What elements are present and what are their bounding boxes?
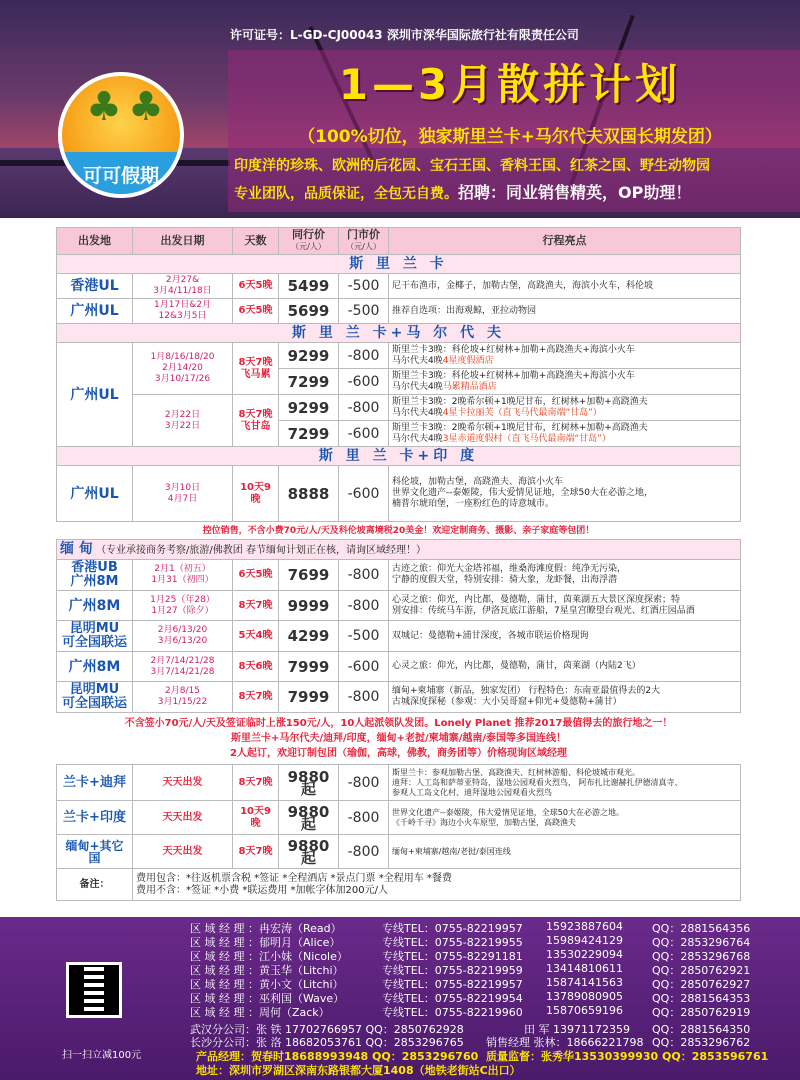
fee-detail [133, 869, 741, 901]
manager-b: 专线TEL：0755-82219960 [382, 1006, 523, 1019]
table-header [57, 228, 741, 255]
manager-a: 区 域 经 理 ：巫利国（Wave） [190, 992, 345, 1005]
section-header [57, 255, 741, 274]
depart-date: 1月17日&2月 12&3月5日 [133, 299, 233, 324]
col-days: 天数 [233, 228, 279, 255]
manager-d: QQ：2850762921 [652, 964, 751, 977]
highlights: 心灵之旅：仰光，内比都，曼德勒，蒲甘，茵莱湖（内陆2飞） [389, 652, 741, 682]
peer-price: 7299 [279, 421, 339, 447]
highlights [389, 369, 741, 395]
peer-price: 9880起 [279, 835, 339, 869]
note-line: 2人起订，欢迎订制包团（瑜伽，高球，佛教，商务团等）价格现询区域经理 [230, 748, 567, 759]
qr-code[interactable] [66, 962, 122, 1018]
fee-included: 费用包含：*往返机票含税 *签证 *全程酒店 *景点门票 *全程用车 *餐费 [136, 872, 452, 884]
trip-days: 8天7晚 [233, 591, 279, 621]
table-row [57, 466, 741, 522]
table-row [57, 835, 741, 869]
quality-text: 专业团队，品质保证，全包无自费。 [234, 186, 458, 202]
peer-price: 9880起 [279, 765, 339, 801]
trip-days: 5天4晚 [233, 621, 279, 652]
hl-line: 斯里兰卡3晚：科伦坡+红树林+加勒+高跷渔夫+海滨小火车 [392, 344, 635, 355]
manager-b: 专线TEL：0755-82219957 [382, 978, 523, 991]
branch-qq: QQ：2881564350 [652, 1023, 751, 1036]
manager-c: 13530229094 [546, 948, 623, 961]
depart-date: 2月1（初五） 1月31（初四） [133, 560, 233, 591]
col-date: 出发日期 [133, 228, 233, 255]
manager-b: 专线TEL：0755-82219959 [382, 964, 523, 977]
trip-days: 8天7晚 [233, 682, 279, 713]
table-row [57, 591, 741, 621]
depart-city: 广州8M [57, 591, 133, 621]
hl-line: 马尔代夫4晚 [392, 433, 443, 444]
branch-info: 武汉分公司：张 铁 17702766957 QQ：2850762928 [190, 1023, 464, 1036]
depart-city: 兰卡+印度 [57, 801, 133, 835]
notes-row [57, 713, 741, 765]
hl-line: 马尔代夫4晚 [392, 407, 443, 418]
section-header [57, 324, 741, 343]
manager-d: QQ：2853296768 [652, 950, 751, 963]
section-header [57, 447, 741, 466]
table-row [57, 343, 741, 369]
highlights: 尼干布渔市，金椰子，加勒古堡，高跷渔夫，海滨小火车，科伦坡 [389, 274, 741, 299]
fee-row [57, 869, 741, 901]
manager-c: 15989424129 [546, 934, 623, 947]
manager-b: 专线TEL：0755-82291181 [382, 950, 523, 963]
highlights: 斯里兰卡：参观加勒古堡、高跷渔夫、红树林游船、科伦坡城市观光。 迪拜：人工岛和萨蒂亚特岛，湿地公园观看火烈鸟， 阿布扎比谢赫扎伊德清真寺、 参观人工岛文化村、迪拜湿地公园观看火烈鸟 [389, 765, 741, 801]
depart-date: 1月8/16/18/20 2月14/20 3月10/17/26 [133, 343, 233, 395]
branch-qq: QQ：2853296762 [652, 1036, 751, 1049]
hl-hotel: 马累精品酒店 [442, 381, 497, 392]
logo-text: 可可假期 [82, 165, 159, 187]
page-title: 1—3月散拼计划 [338, 60, 682, 109]
door-unit: （元/人） [346, 242, 381, 251]
notes-cell [57, 713, 741, 765]
palm-tree-icon: ♣ [86, 84, 122, 130]
section-header [57, 540, 741, 560]
hl-hotel: 4星卡拉丽芙（直飞马代最南端“甘岛”） [442, 407, 602, 418]
depart-city: 香港UL [57, 274, 133, 299]
peer-price: 7299 [279, 369, 339, 395]
peer-price: 5699 [279, 299, 339, 324]
highlights: 世界文化遗产--泰姬陵，伟大爱情见证地，全球50大在必游之地。 《千岭千寻》海边小火车原型，加勒古堡，高跷渔夫 [389, 801, 741, 835]
section-title: 斯 里 兰 卡+印 度 [57, 447, 741, 466]
col-city: 出发地 [57, 228, 133, 255]
door-price: -600 [339, 369, 389, 395]
hl-line: 马尔代夫4晚 [392, 381, 443, 392]
door-price: -800 [339, 765, 389, 801]
manager-c: 15923887604 [546, 920, 623, 933]
trip-days: 6天5晚 [233, 560, 279, 591]
hl-line: 斯里兰卡3晚：科伦坡+红树林+加勒+高跷渔夫+海滨小火车 [392, 370, 635, 381]
license-text: 许可证号：L-GD-CJ00043 深圳市深华国际旅行社有限责任公司 [230, 28, 579, 42]
depart-city: 广州UL [57, 299, 133, 324]
manager-a: 区 域 经 理 ：黄小文（Litchi） [190, 978, 344, 991]
highlights [389, 421, 741, 447]
schedule-panel [56, 227, 740, 917]
highlights: 古迹之旅：仰光大金塔祁福，维桑海滩度假：纯净无污染， 宁静的度假天堂，特别安排：骑大象，龙虾餐，出海浮潜 [389, 560, 741, 591]
depart-city: 广州UL [57, 466, 133, 522]
manager-d: QQ：2881564356 [652, 922, 751, 935]
peer-price: 7699 [279, 560, 339, 591]
tagline-recruit [234, 180, 691, 203]
hl-hotel: 4星度假酒店 [442, 355, 494, 366]
branch-info: 长沙分公司：张 洛 18682053761 QQ：2853296765 [190, 1036, 464, 1049]
peer-price: 5499 [279, 274, 339, 299]
door-price: -800 [339, 395, 389, 421]
peer-price: 8888 [279, 466, 339, 522]
door-price: -800 [339, 801, 389, 835]
trip-days: 10天9晚 [233, 466, 279, 522]
peer-price: 7999 [279, 652, 339, 682]
manager-c: 13789080905 [546, 990, 623, 1003]
table-row [57, 765, 741, 801]
manager-b: 专线TEL：0755-82219954 [382, 992, 523, 1005]
highlights: 双城记：曼德勒+浦甘深度，各城市联运价格现询 [389, 621, 741, 652]
notice-row [57, 522, 741, 540]
table-row [57, 560, 741, 591]
highlights: 心灵之旅：仰光，内比都，曼德勒，蒲甘，茵莱湖五大景区深度探索；特 别安排：传统马车游，伊洛瓦底江游船，7星皇宫瞭望台观光、红酒庄园品酒 [389, 591, 741, 621]
depart-date: 2月8/15 3月1/15/22 [133, 682, 233, 713]
table-row [57, 299, 741, 324]
door-price: -800 [339, 835, 389, 869]
manager-b: 专线TEL：0755-82219955 [382, 936, 523, 949]
fee-excluded: 费用不含：*签证 *小费 *联运费用 *加帐字体加200元/人 [136, 884, 388, 896]
col-door [339, 228, 389, 255]
depart-date: 天天出发 [133, 801, 233, 835]
trip-days: 8天7晚 [233, 835, 279, 869]
section-title: 斯 里 兰 卡 [57, 255, 741, 274]
hl-hotel: 3星赤道度假村（直飞马代最南端“甘岛”） [442, 433, 611, 444]
manager-d: QQ：2881564353 [652, 992, 751, 1005]
manager-c: 13414810611 [546, 962, 623, 975]
myanmar-note: （专业承接商务考察/旅游/佛教团 春节缅甸计划正在核，请询区域经理！） [96, 544, 426, 556]
door-price: -600 [339, 421, 389, 447]
highlights: 缅甸+柬埔寨（新品，独家发团） 行程特色：东南亚最值得去的2大 古城深度探秘（参观：大小吴哥窟+仰光+曼德勒+蒲甘） [389, 682, 741, 713]
manager-b: 专线TEL：0755-82219957 [382, 922, 523, 935]
door-price: -500 [339, 621, 389, 652]
door-price: -800 [339, 591, 389, 621]
section-title: 斯 里 兰 卡+马 尔 代 夫 [57, 324, 741, 343]
col-peer [279, 228, 339, 255]
section-title [57, 540, 741, 560]
table-row [57, 274, 741, 299]
door-price: -800 [339, 682, 389, 713]
branch-contact: 销售经理 张林：18666221798 [486, 1036, 644, 1049]
depart-city: 缅甸+其它国 [57, 835, 133, 869]
door-price: -500 [339, 274, 389, 299]
peer-price: 9299 [279, 395, 339, 421]
trip-days: 8天7晚 飞马累 [233, 343, 279, 395]
door-price: -500 [339, 299, 389, 324]
table-row [57, 395, 741, 421]
qr-pattern [69, 965, 119, 1015]
depart-date: 2月27& 3月4/11/18日 [133, 274, 233, 299]
peer-label: 同行价 [292, 228, 325, 241]
highlights: 缅甸+柬埔寨/越南/老挝/泰国连线 [389, 835, 741, 869]
depart-date: 天天出发 [133, 765, 233, 801]
trip-days: 8天7晚 [233, 765, 279, 801]
depart-date: 3月10日 4月7日 [133, 466, 233, 522]
door-price: -800 [339, 560, 389, 591]
note-line: 斯里兰卡+马尔代夫/迪拜/印度，缅甸+老挝/柬埔寨/越南/泰国等多国连线！ [230, 733, 567, 744]
branch-contact: 田 军 13971172359 [524, 1023, 630, 1036]
fee-label: 备注： [57, 869, 133, 901]
peer-price: 7999 [279, 682, 339, 713]
palm-tree-icon: ♣ [128, 84, 164, 130]
hl-line: 斯里兰卡3晚：2晚希尔顿+1晚尼甘布，红树林+加勒+高跷渔夫 [392, 422, 648, 433]
highlights: 科伦坡，加勒古堡，高跷渔夫、海滨小火车 世界文化遗产--泰姬陵，伟大爱情见证地，全球50大在必游之地， 楠普尔琥珀堡，一座粉红色的诗意城市。 [389, 466, 741, 522]
depart-date: 2月22日 3月22日 [133, 395, 233, 447]
recruit-text: 招聘：同业销售精英，OP助理！ [458, 183, 692, 202]
depart-date: 1月25（年28） 1月27（除夕） [133, 591, 233, 621]
depart-date: 2月6/13/20 3月6/13/20 [133, 621, 233, 652]
brand-logo [58, 72, 184, 198]
trip-days: 10天9晚 [233, 801, 279, 835]
door-price: -600 [339, 652, 389, 682]
col-highlights: 行程亮点 [389, 228, 741, 255]
door-price: -600 [339, 466, 389, 522]
schedule-table [56, 227, 741, 901]
depart-city: 香港UB 广州8M [57, 560, 133, 591]
depart-city: 昆明MU 可全国联运 [57, 621, 133, 652]
product-info: 产品经理：贺春时18688993948 QQ：2853296760 [196, 1050, 479, 1063]
hl-line: 马尔代夫4晚 [392, 355, 443, 366]
manager-a: 区 域 经 理 ：冉宏涛（Read） [190, 922, 342, 935]
table-row [57, 682, 741, 713]
manager-a: 区 域 经 理 ：郁明月（Alice） [190, 936, 341, 949]
trip-days: 6天5晚 [233, 274, 279, 299]
tagline: 印度洋的珍珠、欧洲的后花园、宝石王国、香料王国、红茶之国、野生动物园 [234, 158, 710, 174]
manager-d: QQ：2850762919 [652, 1006, 751, 1019]
door-label: 门市价 [347, 228, 380, 241]
peer-unit: （元/人） [291, 242, 326, 251]
highlights [389, 395, 741, 421]
trip-days: 8天6晚 [233, 652, 279, 682]
depart-city: 广州UL [57, 343, 133, 447]
scan-caption: 扫一扫立减100元 [62, 1050, 142, 1061]
manager-d: QQ：2850762927 [652, 978, 751, 991]
highlights: 推荐自选项：出海观鲸，亚拉动物园 [389, 299, 741, 324]
manager-a: 区 域 经 理 ：江小妹（Nicole） [190, 950, 348, 963]
manager-a: 区 域 经 理 ：周何（Zack） [190, 1006, 330, 1019]
quality-info: 质量监督：张秀华13530399930 QQ：2853596761 [486, 1050, 769, 1063]
peer-price: 9999 [279, 591, 339, 621]
peer-price: 9880起 [279, 801, 339, 835]
trip-days: 8天7晚 飞甘岛 [233, 395, 279, 447]
manager-c: 15870659196 [546, 1004, 623, 1017]
myanmar-title: 缅 甸 [60, 540, 93, 557]
highlights [389, 343, 741, 369]
depart-city: 兰卡+迪拜 [57, 765, 133, 801]
page-subtitle: （100%切位，独家斯里兰卡+马尔代夫双国长期发团） [298, 127, 722, 147]
depart-city: 广州8M [57, 652, 133, 682]
door-price: -800 [339, 343, 389, 369]
manager-d: QQ：2853296764 [652, 936, 751, 949]
table-row [57, 801, 741, 835]
depart-date: 2月7/14/21/28 3月7/14/21/28 [133, 652, 233, 682]
peer-price: 9299 [279, 343, 339, 369]
hl-line: 斯里兰卡3晚：2晚希尔顿+1晚尼甘布，红树林+加勒+高跷渔夫 [392, 396, 648, 407]
manager-a: 区 域 经 理 ：黄玉华（Litchi） [190, 964, 344, 977]
depart-city: 昆明MU 可全国联运 [57, 682, 133, 713]
table-row [57, 652, 741, 682]
address-text: 地址：深圳市罗湖区深南东路银都大厦1408（地铁老街站C出口） [196, 1064, 521, 1077]
note-line: 不含签小70元/人/天及签证临时上涨150元/人，10人起派领队发团。Lonely Planet 推荐2017最值得去的旅行地之一！ [124, 718, 673, 729]
notice-text: 控位销售，不含小费70元/人/天及科伦坡离境税20美金！欢迎定制商务、摄影、亲子家庭等包团！ [57, 522, 741, 540]
trip-days: 6天5晚 [233, 299, 279, 324]
peer-price: 4299 [279, 621, 339, 652]
table-row [57, 621, 741, 652]
manager-c: 15874141563 [546, 976, 623, 989]
depart-date: 天天出发 [133, 835, 233, 869]
